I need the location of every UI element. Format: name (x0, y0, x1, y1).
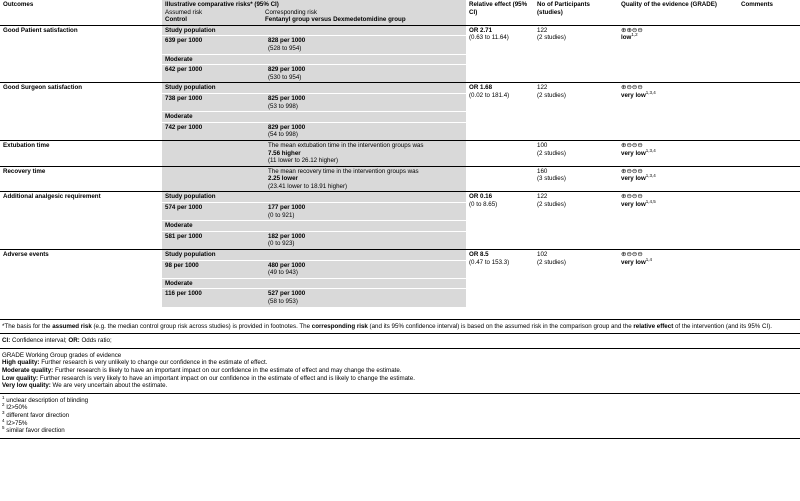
footnote-notes (0, 393, 800, 439)
grade-label: very low (621, 149, 646, 157)
corresponding-value: 829 per 1000 (268, 66, 306, 74)
grade-high-text: Further research is very unlikely to change our confidence in the estimate of effect. (39, 359, 268, 367)
mean-value: 7.56 higher (268, 149, 301, 157)
corresponding-ci: (54 to 998) (268, 131, 298, 139)
corresponding-ci: (0 to 921) (268, 211, 295, 219)
header-outcomes: Outcomes (0, 0, 162, 25)
odds-ratio: OR 0.16 (469, 193, 493, 201)
grade-symbols: ⊕⊖⊖⊖ (621, 166, 643, 175)
comments-cell (738, 83, 800, 141)
note-text: I2>50% (6, 404, 28, 412)
outcome-name: Recovery time (0, 166, 162, 192)
grade-footnote-ref: 1,3,4 (645, 173, 656, 179)
participants (534, 140, 618, 166)
grade-symbols: ⊕⊖⊖⊖ (621, 83, 643, 92)
participants (534, 250, 618, 307)
corresponding-value: 829 per 1000 (268, 123, 306, 131)
grade-symbols: ⊕⊖⊖⊖ (621, 250, 643, 259)
grade-footnote-ref: 1,3,4 (645, 89, 656, 95)
header-control: Control (165, 16, 187, 24)
grade-quality (618, 83, 738, 141)
assumed-risk: 738 per 1000 (162, 93, 265, 111)
corresponding-value: 825 per 1000 (268, 94, 306, 102)
relative-effect (466, 192, 534, 250)
odds-ratio-ci: (0.63 to 11.64) (469, 34, 509, 42)
mean-difference (265, 166, 466, 192)
header-illustrative (162, 0, 466, 25)
participants-n: 122 (537, 193, 548, 201)
grade-moderate-text: Further research is likely to have an important impact on our confidence in the estimate of effect and may change the estimate. (53, 366, 402, 374)
corresponding-ci: (528 to 954) (268, 44, 302, 52)
corresponding-risk (265, 93, 466, 111)
corresponding-ci: (53 to 998) (268, 102, 298, 110)
outcome-row (0, 192, 800, 203)
relative-effect (466, 140, 534, 166)
grade-very-low-text: We are very uncertain about the estimate. (50, 382, 168, 390)
header-illustrative-title: Illustrative comparative risks* (95% CI) (165, 1, 279, 8)
header-quality: Quality of the evidence (GRADE) (618, 0, 738, 25)
grade-low-text: Further research is very likely to have an important impact on our confidence in the estimate of effect and is likely to change the estimate. (38, 374, 415, 382)
note-number: 2 (2, 402, 5, 408)
grade-label: low (621, 34, 632, 42)
note-text: I2>75% (6, 419, 28, 427)
grade-footnote-ref: 1,4 (645, 256, 653, 262)
assumed-risk: 116 per 1000 (162, 289, 265, 307)
participants-studies: (2 studies) (537, 258, 566, 266)
grade-quality (618, 140, 738, 166)
abbreviations-text (2, 337, 797, 345)
participants-n: 160 (537, 167, 548, 175)
assumed-risk: 581 per 1000 (162, 231, 265, 249)
corresponding-risk (265, 231, 466, 249)
grade-quality (618, 192, 738, 250)
abbr-ci-text: Confidence interval; (10, 337, 69, 345)
grade-low (2, 375, 797, 383)
corresponding-value: 480 per 1000 (268, 261, 306, 269)
grade-label: very low (621, 91, 646, 99)
corresponding-risk (265, 289, 466, 307)
header-risk-subheads (165, 9, 463, 24)
abbr-ci-label: CI: (2, 337, 11, 345)
outcome-name: Extubation time (0, 140, 162, 166)
note-number: 3 (2, 409, 5, 415)
outcome-row (0, 140, 800, 166)
odds-ratio-ci: (0.02 to 181.4) (469, 91, 510, 99)
basis-bold: relative effect (633, 322, 674, 330)
odds-ratio-ci: (0 to 8.65) (469, 201, 498, 209)
outcome-row (0, 250, 800, 261)
subgroup-label: Moderate (162, 112, 466, 123)
participants (534, 83, 618, 141)
grade-very-low (2, 382, 797, 390)
basis-part: *The basis for the (2, 322, 53, 330)
basis-part: (and its 95% confidence interval) is based on the assumed risk in the comparison group and the (367, 322, 634, 330)
participants (534, 166, 618, 192)
grade-symbols: ⊕⊖⊖⊖ (621, 192, 643, 201)
note-text: different favor direction (6, 411, 70, 419)
header-assumed (165, 9, 265, 24)
participants-studies: (2 studies) (537, 149, 566, 157)
footnote-abbreviations (0, 333, 800, 348)
assumed-risk: 642 per 1000 (162, 65, 265, 83)
grade-quality (618, 250, 738, 307)
footnote-grade-definitions (0, 348, 800, 393)
participants-studies: (2 studies) (537, 34, 566, 42)
corresponding-ci: (49 to 943) (268, 269, 298, 277)
relative-effect (466, 83, 534, 141)
comments-cell (738, 25, 800, 83)
basis-text (2, 323, 797, 331)
subgroup-label: Moderate (162, 278, 466, 289)
abbr-or-label: OR: (68, 337, 80, 345)
outcome-row (0, 166, 800, 192)
table-spacer-row (0, 307, 800, 319)
odds-ratio-ci: (0.47 to 153.3) (469, 258, 510, 266)
assumed-risk-empty (162, 140, 265, 166)
corresponding-risk (265, 36, 466, 54)
corresponding-risk (265, 203, 466, 221)
relative-effect (466, 250, 534, 307)
note-item (2, 427, 797, 435)
grade-moderate-label: Moderate quality: (2, 366, 54, 374)
header-corresponding-risk: Corresponding risk (265, 8, 317, 16)
comments-cell (738, 250, 800, 307)
corresponding-risk (265, 260, 466, 278)
participants-studies: (2 studies) (537, 91, 566, 99)
participants-n: 122 (537, 84, 548, 92)
mean-value: 2.25 lower (268, 175, 298, 183)
header-participants: No of Participants (studies) (534, 0, 618, 25)
grade-footnote-ref: 1,3,4 (645, 147, 656, 153)
participants (534, 192, 618, 250)
odds-ratio: OR 8.5 (469, 251, 489, 259)
grade-label: very low (621, 175, 646, 183)
corresponding-ci: (530 to 954) (268, 73, 302, 81)
grade-footnote-ref: 1,4,5 (645, 199, 656, 204)
corresponding-ci: (58 to 953) (268, 298, 298, 305)
participants-n: 102 (537, 251, 548, 259)
header-comparison: Fentanyl group versus Dexmedetomidine group (265, 16, 406, 24)
basis-part: (e.g. the median control group risk across studies) is provided in footnotes. The (91, 322, 312, 330)
participants-studies: (2 studies) (537, 201, 566, 209)
mean-text: The mean extubation time in the intervention groups was (268, 141, 424, 149)
odds-ratio: OR 1.68 (469, 84, 493, 92)
basis-part: of the intervention (and its 95% CI). (673, 322, 772, 330)
note-number: 5 (2, 425, 5, 431)
comments-cell (738, 192, 800, 250)
comments-cell (738, 140, 800, 166)
grade-low-label: Low quality: (2, 374, 39, 382)
grade-symbols: ⊕⊕⊖⊖ (621, 25, 643, 34)
header-corresponding (265, 9, 406, 24)
outcome-row (0, 25, 800, 36)
abbr-or-text: Odds ratio; (79, 337, 112, 345)
grade-quality (618, 25, 738, 83)
subgroup-label: Moderate (162, 221, 466, 232)
corresponding-value: 527 per 1000 (268, 290, 306, 298)
note-text: similar favor direction (6, 427, 65, 435)
grade-symbols: ⊕⊖⊖⊖ (621, 140, 643, 149)
corresponding-value: 177 per 1000 (268, 204, 306, 212)
comments-cell (738, 166, 800, 192)
note-text: unclear description of blinding (6, 396, 89, 404)
assumed-risk: 742 per 1000 (162, 122, 265, 140)
grade-label: very low (621, 201, 646, 209)
outcome-name: Good Patient satisfaction (0, 25, 162, 83)
subgroup-label: Moderate (162, 54, 466, 65)
mean-ci: (23.41 lower to 18.91 higher) (268, 182, 348, 190)
grade-label: very low (621, 258, 646, 266)
basis-bold: assumed risk (52, 322, 92, 330)
assumed-risk: 98 per 1000 (162, 260, 265, 278)
grade-footnote-ref: 1,2 (631, 32, 638, 38)
mean-ci: (11 lower to 26.12 higher) (268, 157, 339, 165)
table-header-row (0, 0, 800, 25)
relative-effect (466, 25, 534, 83)
basis-bold: corresponding risk (311, 322, 368, 330)
outcome-name: Additional analgesic requirement (0, 192, 162, 250)
subgroup-label: Study population (162, 192, 466, 203)
participants (534, 25, 618, 83)
corresponding-ci: (0 to 923) (268, 240, 295, 248)
outcome-name: Good Surgeon satisfaction (0, 83, 162, 141)
mean-difference (265, 140, 466, 166)
odds-ratio: OR 2.71 (469, 26, 493, 34)
note-number: 4 (2, 417, 5, 423)
footnote-basis (0, 319, 800, 334)
corresponding-risk (265, 65, 466, 83)
subgroup-label: Study population (162, 250, 466, 261)
corresponding-value: 182 per 1000 (268, 232, 306, 240)
header-comments: Comments (738, 0, 800, 25)
note-item (2, 404, 797, 412)
grade-quality (618, 166, 738, 192)
relative-effect (466, 166, 534, 192)
participants-studies: (3 studies) (537, 175, 566, 183)
assumed-risk: 639 per 1000 (162, 36, 265, 54)
assumed-risk: 574 per 1000 (162, 203, 265, 221)
subgroup-label: Study population (162, 25, 466, 36)
grade-very-low-label: Very low quality: (2, 382, 51, 390)
note-number: 1 (2, 394, 5, 400)
grade-high (2, 359, 797, 367)
outcome-row (0, 83, 800, 94)
subgroup-label: Study population (162, 83, 466, 94)
grade-title: GRADE Working Group grades of evidence (2, 351, 122, 359)
corresponding-value: 828 per 1000 (268, 37, 306, 45)
header-assumed-risk: Assumed risk (165, 8, 203, 16)
header-relative-effect: Relative effect (95% CI) (466, 0, 534, 25)
outcome-name: Adverse events (0, 250, 162, 307)
participants-n: 122 (537, 26, 548, 34)
corresponding-risk (265, 122, 466, 140)
grade-high-label: High quality: (2, 359, 40, 367)
assumed-risk-empty (162, 166, 265, 192)
participants-n: 100 (537, 141, 548, 149)
mean-text: The mean recovery time in the intervention groups was (268, 167, 419, 175)
grade-moderate (2, 367, 797, 375)
